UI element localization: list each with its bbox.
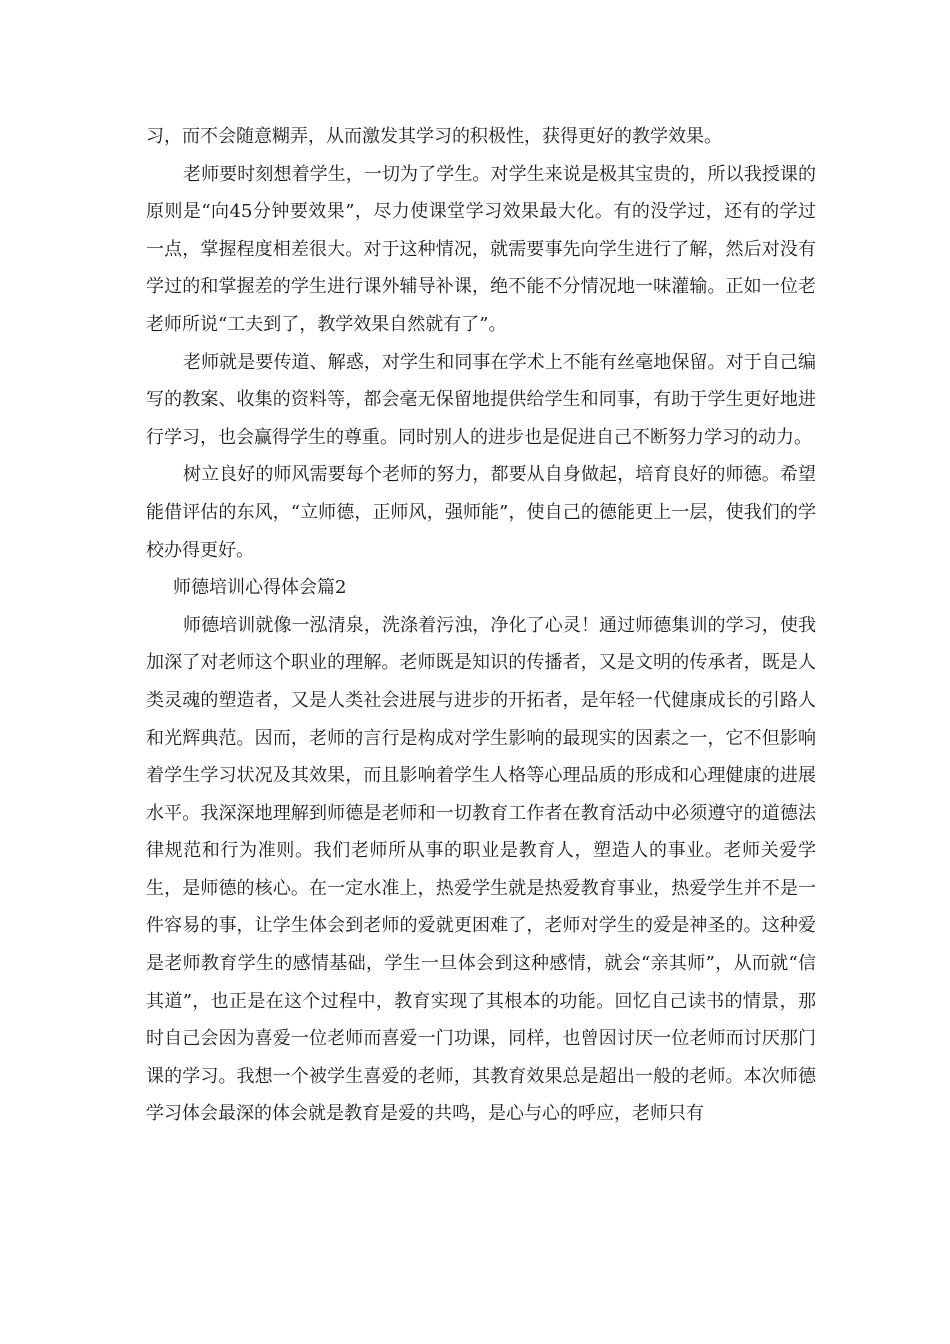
- paragraph-training-reflection: 师德培训就像一泓清泉，洗涤着污浊，净化了心灵！通过师德集训的学习，使我加深了对老师这个职业的理解。老师既是知识的传播者，又是文明的传承者，既是人类灵魂的塑造者，又是人类社会进展与进步的开拓者，是年轻一代健康成长的引路人和光辉典范。因而，老师的言行是构成对学生影响的最现实的因素之一，它不但影响着学生学习状况及其效果，而且影响着学生人格等心理品质的形成和心理健康的进展水平。我深深地理解到师德是老师和一切教育工作者在教育活动中必须遵守的道德法律规范和行为准则。我们老师所从事的职业是教育人，塑造人的事业。老师关爱学生，是师德的核心。在一定水准上，热爱学生就是热爱教育事业，热爱学生并不是一件容易的事，让学生体会到老师的爱就更困难了，老师对学生的爱是神圣的。这种爱是老师教育学生的感情基础，学生一旦体会到这种感情，就会“亲其师”，从而就“信其道”，也正是在这个过程中，教育实现了其根本的功能。回忆自己读书的情景，那时自己会因为喜爱一位老师而喜爱一门功课，同样，也曾因讨厌一位老师而讨厌那门课的学习。我想一个被学生喜爱的老师，其教育效果总是超出一般的老师。本次师德学习体会最深的体会就是教育是爱的共鸣，是心与心的呼应，老师只有: [146, 614, 816, 1125]
- section-heading: 师德培训心得体会篇2: [173, 577, 347, 599]
- paragraph-continuation: 习，而不会随意糊弄，从而激发其学习的积极性，获得更好的教学效果。: [146, 126, 722, 147]
- paragraph-teacher-student: 老师要时刻想着学生，一切为了学生。对学生来说是极其宝贵的，所以我授课的原则是“向45分钟要效果”，尽力使课堂学习效果最大化。有的没学过，还有的学过一点，掌握程度相差很大。对于这种情况，就需要事先向学生进行了解，然后对没有学过的和掌握差的学生进行课外辅导补课，绝不能不分情况地一味灌输。正如一位老老师所说“工夫到了，教学效果自然就有了”。: [146, 163, 816, 335]
- paragraph-teaching-sharing: 老师就是要传道、解惑，对学生和同事在学术上不能有丝毫地保留。对于自己编写的教案、收集的资料等，都会毫无保留地提供给学生和同事，有助于学生更好地进行学习，也会赢得学生的尊重。同时别人的进步也是促进自己不断努力学习的动力。: [146, 351, 816, 448]
- document-page: [146, 118, 816, 1133]
- paragraph-ethics-style: 树立良好的师风需要每个老师的努力，都要从自身做起，培育良好的师德。希望能借评估的东风，“立师德，正师风，强师能”，使自己的德能更上一层，使我们的学校办得更好。: [146, 464, 816, 561]
